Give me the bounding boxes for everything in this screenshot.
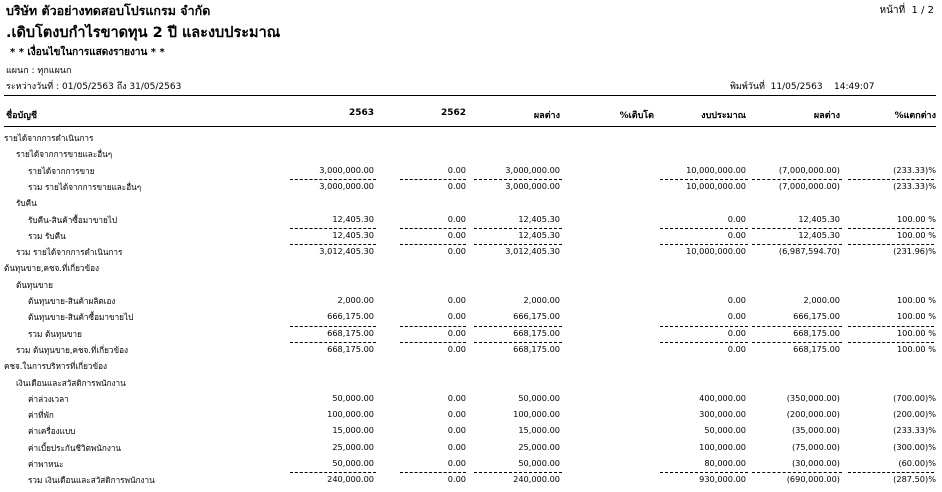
- cell-diff: 3,012,405.30: [505, 246, 560, 256]
- cell-diff: 666,175.00: [513, 311, 560, 321]
- table-row: [0, 425, 942, 437]
- cell-y2562: 0.00: [447, 328, 466, 338]
- subtotal-rule: [290, 326, 376, 327]
- subtotal-rule: [400, 342, 466, 343]
- cell-diff: 100,000.00: [513, 409, 560, 419]
- row-label: รวม รายได้จากการดำเนินการ: [16, 247, 123, 257]
- subtotal-rule: [400, 472, 466, 473]
- row-label: คชจ.ในการบริหารที่เกี่ยวข้อง: [4, 361, 108, 371]
- subtotal-rule: [400, 244, 466, 245]
- cell-y2563: 3,000,000.00: [319, 165, 374, 175]
- row-label: ค่าที่พัก: [28, 410, 54, 420]
- printed-label: พิมพ์วันที่: [730, 82, 765, 92]
- table-row: [0, 328, 942, 340]
- row-label: ต้นทุนขาย: [16, 280, 53, 290]
- cell-diff: 50,000.00: [518, 458, 560, 468]
- report-condition: * * เงื่อนไขในการแสดงรายงาน * *: [10, 47, 165, 58]
- subtotal-rule: [290, 472, 376, 473]
- subtotal-rule: [848, 228, 934, 229]
- cell-bdiff_pct: 100.00 %: [896, 311, 936, 321]
- cell-bdiff: (7,000,000.00): [778, 165, 840, 175]
- cell-diff: 668,175.00: [513, 344, 560, 354]
- table-row: [0, 214, 942, 226]
- row-label: เงินเดือนและสวัสดิการพนักงาน: [16, 378, 126, 388]
- table-row: [0, 246, 942, 258]
- cell-bdiff: (350,000.00): [786, 393, 840, 403]
- cell-budget: 10,000,000.00: [686, 246, 746, 256]
- subtotal-rule: [660, 342, 748, 343]
- col-header-budget-diff-pct: %แตกต่าง: [894, 111, 936, 121]
- table-row: [0, 393, 942, 405]
- cell-bdiff_pct: (200.00)%: [893, 409, 936, 419]
- cell-y2563: 668,175.00: [327, 344, 374, 354]
- printed-date: 11/05/2563: [770, 82, 823, 92]
- cell-y2563: 50,000.00: [332, 393, 374, 403]
- col-header-account: ชื่อบัญชี: [6, 111, 38, 121]
- cell-y2563: 668,175.00: [327, 328, 374, 338]
- cell-y2562: 0.00: [447, 442, 466, 452]
- cell-y2562: 0.00: [447, 393, 466, 403]
- row-label: ต้นทุนขาย,คชจ.ที่เกี่ยวข้อง: [4, 263, 99, 273]
- cell-bdiff_pct: (287.50)%: [893, 474, 936, 484]
- cell-bdiff: (6,987,594.70): [778, 246, 840, 256]
- cell-bdiff_pct: (233.33)%: [893, 181, 936, 191]
- cell-y2562: 0.00: [447, 311, 466, 321]
- cell-bdiff_pct: 100.00 %: [896, 328, 936, 338]
- printed-at: [730, 79, 874, 93]
- cell-budget: 930,000.00: [699, 474, 746, 484]
- header-bottom-rule: [4, 126, 936, 127]
- row-label: ค่าเครื่องแบบ: [28, 426, 76, 436]
- table-row: [0, 295, 942, 307]
- cell-y2562: 0.00: [447, 409, 466, 419]
- table-row: [0, 474, 942, 486]
- cell-budget: 50,000.00: [704, 425, 746, 435]
- table-row: [0, 311, 942, 323]
- cell-bdiff_pct: (233.33)%: [893, 165, 936, 175]
- cell-y2563: 12,405.30: [332, 230, 374, 240]
- table-row: [0, 132, 942, 144]
- cell-budget: 400,000.00: [699, 393, 746, 403]
- cell-diff: 12,405.30: [518, 214, 560, 224]
- cell-budget: 10,000,000.00: [686, 181, 746, 191]
- row-label: รวม เงินเดือนและสวัสดิการพนักงาน: [28, 475, 155, 485]
- cell-y2562: 0.00: [447, 295, 466, 305]
- cell-y2563: 666,175.00: [327, 311, 374, 321]
- row-label: รายได้จากการดำเนินการ: [4, 133, 94, 143]
- subtotal-rule: [752, 326, 842, 327]
- subtotal-rule: [848, 179, 934, 180]
- subtotal-rule: [848, 472, 934, 473]
- cell-bdiff_pct: 100.00 %: [896, 214, 936, 224]
- row-label: รายได้จากการขายและอื่นๆ: [16, 149, 113, 159]
- cell-bdiff: (7,000,000.00): [778, 181, 840, 191]
- table-row: [0, 262, 942, 274]
- cell-diff: 668,175.00: [513, 328, 560, 338]
- subtotal-rule: [660, 472, 748, 473]
- cell-diff: 3,000,000.00: [505, 181, 560, 191]
- cell-diff: 3,000,000.00: [505, 165, 560, 175]
- cell-diff: 50,000.00: [518, 393, 560, 403]
- row-label: รวม ต้นทุนขาย,คชจ.ที่เกี่ยวข้อง: [16, 345, 128, 355]
- cell-bdiff: 668,175.00: [793, 344, 840, 354]
- table-row: [0, 377, 942, 389]
- cell-bdiff: 666,175.00: [793, 311, 840, 321]
- subtotal-rule: [660, 244, 748, 245]
- table-row: [0, 279, 942, 291]
- page-label: หน้าที่: [879, 5, 906, 16]
- cell-bdiff_pct: (300.00)%: [893, 442, 936, 452]
- subtotal-rule: [660, 326, 748, 327]
- cell-bdiff_pct: 100.00 %: [896, 230, 936, 240]
- row-label: ต้นทุนขาย-สินค้าผลิตเอง: [28, 296, 116, 306]
- cell-y2563: 12,405.30: [332, 214, 374, 224]
- subtotal-rule: [752, 244, 842, 245]
- cell-diff: 12,405.30: [518, 230, 560, 240]
- row-label: ค่าล่วงเวลา: [28, 394, 69, 404]
- table-row: [0, 409, 942, 421]
- subtotal-rule: [474, 326, 562, 327]
- subtotal-rule: [848, 342, 934, 343]
- subtotal-rule: [474, 244, 562, 245]
- subtotal-rule: [660, 228, 748, 229]
- cell-bdiff_pct: (231.96)%: [893, 246, 936, 256]
- printed-time: 14:49:07: [834, 82, 875, 92]
- cell-budget: 300,000.00: [699, 409, 746, 419]
- subtotal-rule: [290, 179, 376, 180]
- cell-bdiff: (35,000.00): [791, 425, 840, 435]
- row-label: รายได้จากการขาย: [28, 166, 95, 176]
- cell-bdiff: (75,000.00): [791, 442, 840, 452]
- cell-budget: 10,000,000.00: [686, 165, 746, 175]
- row-label: รวม ต้นทุนขาย: [28, 329, 82, 339]
- cell-diff: 25,000.00: [518, 442, 560, 452]
- cell-bdiff_pct: (233.33)%: [893, 425, 936, 435]
- cell-budget: 0.00: [727, 328, 746, 338]
- cell-y2563: 15,000.00: [332, 425, 374, 435]
- cell-y2563: 2,000.00: [337, 295, 374, 305]
- subtotal-rule: [752, 228, 842, 229]
- col-header-diff: ผลต่าง: [533, 111, 560, 121]
- cell-bdiff: (690,000.00): [786, 474, 840, 484]
- cell-bdiff: (200,000.00): [786, 409, 840, 419]
- cell-budget: 0.00: [727, 311, 746, 321]
- table-row: [0, 344, 942, 356]
- cell-diff: 15,000.00: [518, 425, 560, 435]
- cell-budget: 0.00: [727, 295, 746, 305]
- row-label: รวม รายได้จากการขายและอื่นๆ: [28, 182, 142, 192]
- cell-bdiff: (30,000.00): [791, 458, 840, 468]
- row-label: ค่าเบี้ยประกันชีวิตพนักงาน: [28, 443, 122, 453]
- table-row: [0, 442, 942, 454]
- col-header-2562: 2562: [440, 108, 466, 118]
- cell-budget: 80,000.00: [704, 458, 746, 468]
- subtotal-rule: [474, 342, 562, 343]
- header-top-rule: [4, 95, 936, 96]
- col-header-growth: %เติบโต: [619, 111, 654, 121]
- cell-budget: 0.00: [727, 344, 746, 354]
- cell-y2562: 0.00: [447, 425, 466, 435]
- cell-bdiff: 12,405.30: [798, 230, 840, 240]
- col-header-budget: งบประมาณ: [701, 111, 746, 121]
- subtotal-rule: [400, 228, 466, 229]
- cell-bdiff: 668,175.00: [793, 328, 840, 338]
- page-value: 1 / 2: [911, 5, 934, 16]
- cell-y2562: 0.00: [447, 474, 466, 484]
- cell-y2562: 0.00: [447, 246, 466, 256]
- cell-bdiff_pct: (700.00)%: [893, 393, 936, 403]
- table-row: [0, 230, 942, 242]
- cell-y2562: 0.00: [447, 181, 466, 191]
- subtotal-rule: [290, 342, 376, 343]
- page-number: [880, 3, 934, 18]
- cell-y2563: 3,000,000.00: [319, 181, 374, 191]
- cell-bdiff_pct: (60.00)%: [898, 458, 936, 468]
- company-name: บริษัท ตัวอย่างทดสอบโปรแกรม จำกัด: [6, 3, 211, 18]
- subtotal-rule: [474, 179, 562, 180]
- cell-y2563: 3,012,405.30: [319, 246, 374, 256]
- subtotal-rule: [474, 472, 562, 473]
- department-filter: แผนก : ทุกแผนก: [6, 66, 72, 76]
- subtotal-rule: [400, 326, 466, 327]
- cell-diff: 2,000.00: [523, 295, 560, 305]
- table-row: [0, 360, 942, 372]
- table-row: [0, 165, 942, 177]
- cell-bdiff_pct: 100.00 %: [896, 295, 936, 305]
- table-row: [0, 148, 942, 160]
- cell-diff: 240,000.00: [513, 474, 560, 484]
- subtotal-rule: [752, 472, 842, 473]
- subtotal-rule: [752, 342, 842, 343]
- cell-bdiff: 2,000.00: [803, 295, 840, 305]
- cell-y2562: 0.00: [447, 165, 466, 175]
- row-label: ต้นทุนขาย-สินค้าซื้อมาขายไป: [28, 312, 134, 322]
- cell-y2562: 0.00: [447, 214, 466, 224]
- row-label: รับคืน-สินค้าซื้อมาขายไป: [28, 215, 118, 225]
- subtotal-rule: [660, 179, 748, 180]
- cell-y2562: 0.00: [447, 458, 466, 468]
- report-title: .เดิบโตงบกำไรขาดทุน 2 ปี และงบประมาณ: [6, 25, 281, 41]
- table-row: [0, 458, 942, 470]
- subtotal-rule: [290, 244, 376, 245]
- row-label: รวม รับคืน: [28, 231, 66, 241]
- col-header-budget-diff: ผลต่าง: [813, 111, 840, 121]
- date-range: ระหว่างวันที่ : 01/05/2563 ถึง 31/05/2563: [6, 82, 182, 92]
- cell-y2563: 100,000.00: [327, 409, 374, 419]
- cell-y2563: 240,000.00: [327, 474, 374, 484]
- cell-bdiff: 12,405.30: [798, 214, 840, 224]
- cell-y2563: 50,000.00: [332, 458, 374, 468]
- col-header-2563: 2563: [348, 108, 374, 118]
- subtotal-rule: [290, 228, 376, 229]
- cell-y2562: 0.00: [447, 230, 466, 240]
- table-row: [0, 181, 942, 193]
- subtotal-rule: [752, 179, 842, 180]
- row-label: ค่าพาหนะ: [28, 459, 64, 469]
- cell-y2563: 25,000.00: [332, 442, 374, 452]
- cell-y2562: 0.00: [447, 344, 466, 354]
- subtotal-rule: [848, 326, 934, 327]
- subtotal-rule: [848, 244, 934, 245]
- cell-budget: 0.00: [727, 214, 746, 224]
- cell-budget: 100,000.00: [699, 442, 746, 452]
- cell-bdiff_pct: 100.00 %: [896, 344, 936, 354]
- row-label: รับคืน: [16, 198, 37, 208]
- cell-budget: 0.00: [727, 230, 746, 240]
- subtotal-rule: [474, 228, 562, 229]
- table-row: [0, 197, 942, 209]
- subtotal-rule: [400, 179, 466, 180]
